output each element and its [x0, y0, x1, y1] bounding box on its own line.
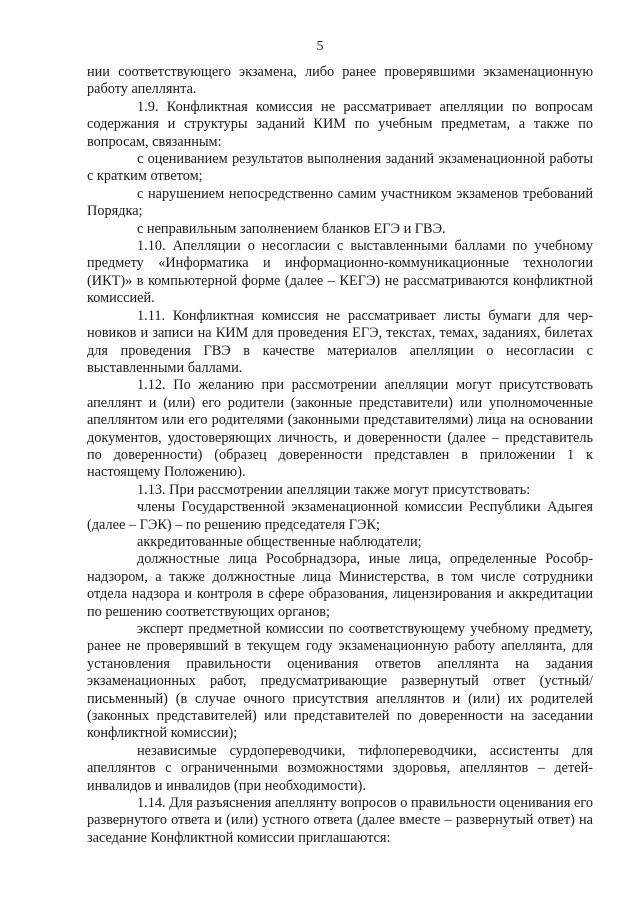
list-item: с оцениванием результатов выполнения заданий экзаменационной работы с кратким ответом;: [87, 151, 593, 185]
document-body: [87, 64, 593, 847]
list-item: аккредитованные общественные наблюдатели;: [137, 533, 422, 550]
list-item: независимые сурдопереводчики, тифлопереводчики, ассистенты для апеллянтов с ограниченными возможностями здоровья, апеллянтов – детей-инвалидов и инвалидов (при необходимости).: [87, 742, 593, 794]
paragraph-1-10: 1.10. Апелляции о несогласии с выставленными баллами по учебному предмету «Информатика и информационно-коммуникационные технологии (ИКТ)» в компьютерной форме (далее – КЕГЭ) не рассматриваются конфликтной комиссией.: [87, 238, 593, 307]
page-number: 5: [316, 39, 324, 54]
list-item: члены Государственной экзаменационной комиссии Республики Адыгея (далее – ГЭК) – по решению председателя ГЭК;: [87, 499, 593, 533]
list-item: должностные лица Рособрнадзора, иные лица, определенные Рособрнадзором, а также должностные лица Министерства, в том числе сотрудники отдела надзора и контроля в сфере образования, лицензирования и аккредитации по решению соответствующих органов;: [87, 551, 593, 620]
list-item: с нарушением непосредственно самим участником экзаменов требований Порядка;: [87, 185, 593, 220]
list-item: с неправильным заполнением бланков ЕГЭ и ГВЭ.: [137, 220, 446, 237]
paragraph-continuation: нии соответствующего экзамена, либо ранее проверявшими экзаменационную работу апеллянта.: [87, 64, 593, 98]
paragraph-1-9: 1.9. Конфликтная комиссия не рассматривает апелляции по вопросам содержания и структуры заданий КИМ по учебным предметам, а также по вопросам, связанным:: [87, 98, 593, 150]
paragraph-1-12: 1.12. По желанию при рассмотрении апелляции могут присутствовать апеллянт и (или) его родители (законные представители) или уполномоченные апеллянтом или его родителями (законными представителями) лица на основании документов, удостоверяющих личность, и доверенности (далее – представитель по доверенности) (образец доверенности представлен в приложении 1 к настоящему Положению).: [87, 377, 593, 481]
paragraph-1-13: 1.13. При рассмотрении апелляции также могут присутствовать:: [137, 481, 531, 498]
paragraph-1-11: 1.11. Конфликтная комиссия не рассматривает листы бумаги для черновиков и записи на КИМ для проведения ЕГЭ, текстах, темах, заданиях, билетах для проведения ГВЭ в качестве материалов апелляции о несогласии с выставленными баллами.: [87, 307, 593, 376]
paragraph-1-14: 1.14. Для разъяснения апеллянту вопросов о правильности оценивания его развернутого ответа и (или) устного ответа (далее вместе – развернутый ответ) на заседание Конфликтной комиссии приглашаются:: [87, 795, 593, 846]
list-item: эксперт предметной комиссии по соответствующему учебному предмету, ранее не проверявший в текущем году экзаменационную работу апеллянта, для установления правильности оценивания ответов апеллянта на задания экзаменационных работ, предусматривающие развернутый ответ (устный/письменный) (в случае очного присутствия апеллянтов и (или) их родителей (законных представителей) или представителей по доверенности на заседании конфликтной комиссии);: [87, 621, 593, 742]
